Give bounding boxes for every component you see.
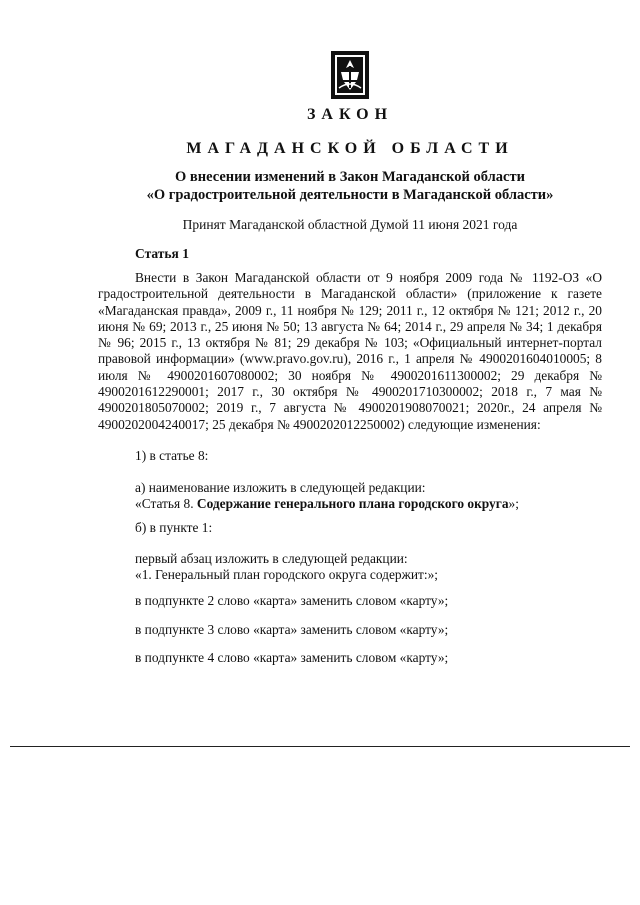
item-a-quote-suffix: »; xyxy=(508,496,519,511)
law-subtitle xyxy=(0,168,640,204)
page-divider xyxy=(10,746,630,747)
item-a: а) наименование изложить в следующей редакции: xyxy=(135,480,426,495)
item-a-quote xyxy=(135,496,519,512)
item-b-quote: «1. Генеральный план городского округа содержит:»; xyxy=(135,567,439,582)
coat-of-arms-icon xyxy=(330,50,370,100)
item-subpoint-3: в подпункте 3 слово «карта» заменить словом «карту»; xyxy=(135,622,449,637)
article-heading: Статья 1 xyxy=(135,246,189,261)
item-a-quote-prefix: «Статья 8. xyxy=(135,496,197,511)
item-1: 1) в статье 8: xyxy=(135,448,209,463)
subtitle-line-1: О внесении изменений в Закон Магаданской области xyxy=(175,169,525,185)
article-intro-paragraph: Внести в Закон Магаданской области от 9 ноября 2009 года № 1192-ОЗ «О градостроительной деятельности в Магаданской области» (приложение к газете «Магаданская правда», 2009 г., 11 ноября № 129; 2011 г., 12 октября № 121; 2012 г., 20 июня № 69; 2013 г., 25 июня № 50; 13 августа № 64; 2014 г., 29 апреля № 34; 1 декабря № 96; 2015 г., 13 октября № 81; 29 декабря № 103; «Официальный интернет-портал правовой информации» (www.pravo.gov.ru), 2016 г., 1 апреля № 4900201604010005; 8 июля № 4900201607080002; 30 ноября № 4900201611300002; 29 декабря № 4900201612290001; 2017 г., 30 октября № 4900201710300002; 2018 г., 7 мая № 4900201805070002; 2019 г., 7 августа № 4900201908070021; 2020г., 24 апреля № 4900202004240017; 25 декабря № 4900202012250002) следующие изменения: xyxy=(98,270,602,432)
item-b-first-paragraph: первый абзац изложить в следующей редакции: xyxy=(135,551,408,566)
item-subpoint-2: в подпункте 2 слово «карта» заменить словом «карту»; xyxy=(135,593,449,608)
region-title: МАГАДАНСКОЙ ОБЛАСТИ xyxy=(186,140,514,157)
item-subpoint-4: в подпункте 4 слово «карта» заменить словом «карту»; xyxy=(135,650,449,665)
law-title: ЗАКОН xyxy=(306,106,394,123)
adoption-note: Принят Магаданской областной Думой 11 июня 2021 года xyxy=(182,217,518,232)
item-b: б) в пункте 1: xyxy=(135,520,213,535)
subtitle-line-2: «О градостроительной деятельности в Магаданской области» xyxy=(146,187,554,203)
item-a-quote-bold: Содержание генерального плана городского округа xyxy=(196,496,509,511)
